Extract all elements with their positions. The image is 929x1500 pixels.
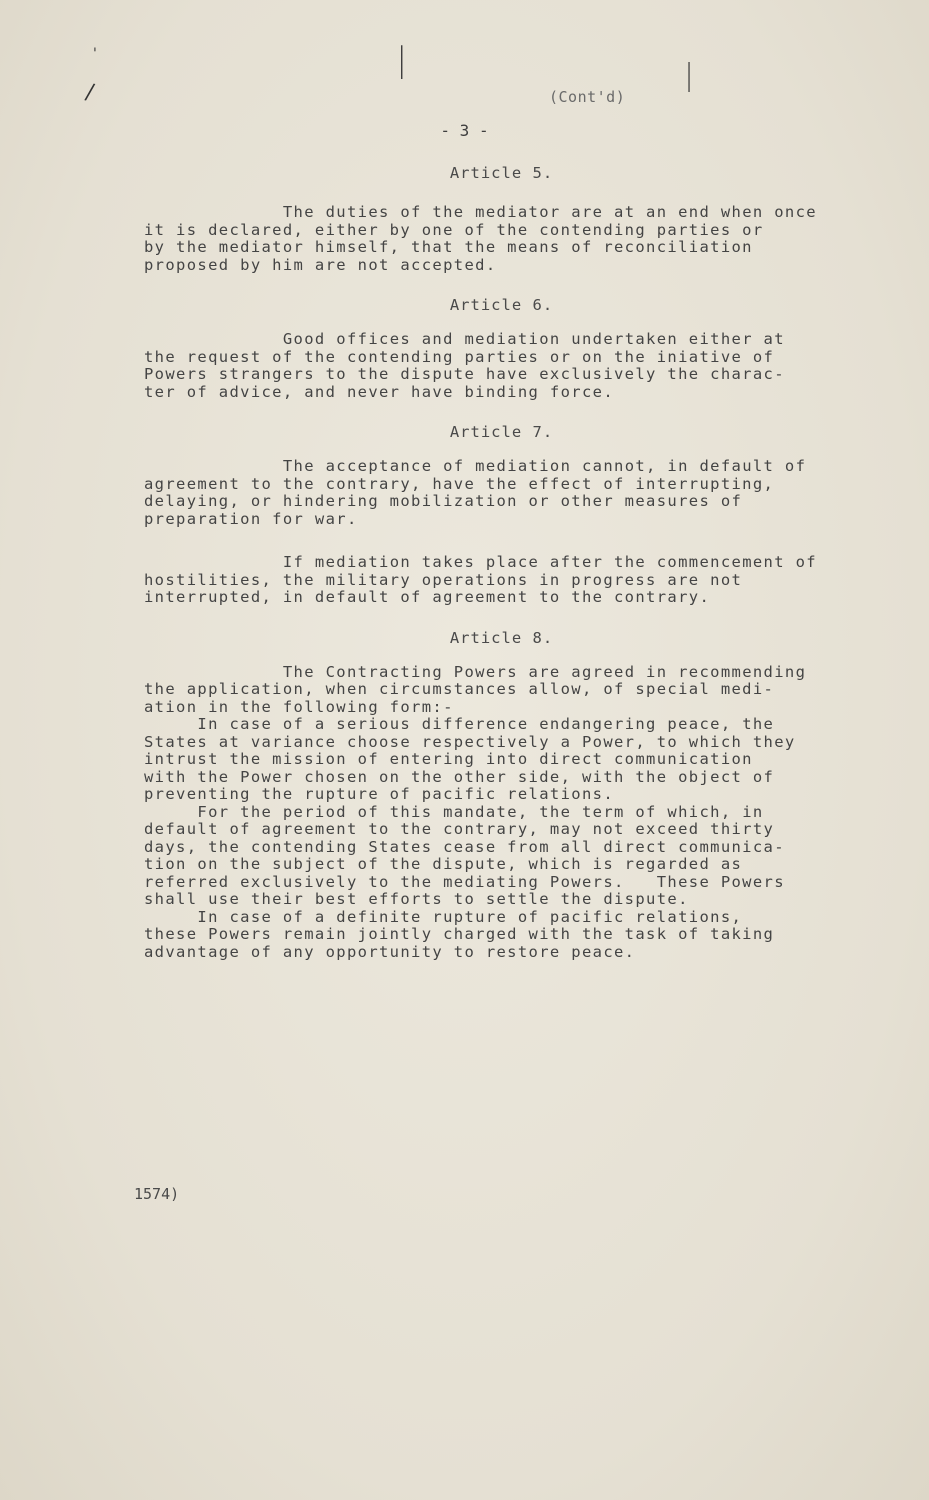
article-heading: Article 8. xyxy=(449,628,554,647)
article-paragraph: The duties of the mediator are at an end when once it is declared, either by one of the contending parties or by the mediator himself, that the means of reconciliation proposed by him are not accepted. xyxy=(144,203,817,274)
article-heading: Article 6. xyxy=(449,296,554,314)
page-number: - 3 - xyxy=(440,121,489,140)
handwritten-mark: | xyxy=(398,40,405,80)
article-paragraph: The Contracting Powers are agreed in recommending the application, when circumstances allow, of special medi- ation in the following form:- In case of a serious difference endangering peace, the States at variance choose respectively a Power, to which they intrust the mission of entering into direct communication with the Power chosen on the other side, with the object of preventing the rupture of pacific relations. For the period of this mandate, the term of which, in default of agreement to the contrary, may not exceed thirty days, the contending States cease from all direct communica- tion on the subject of the dispute, which is regarded as referred exclusively to the mediating Powers. These Powers shall use their best efforts to settle the dispute. In case of a definite rupture of pacific relations, these Powers remain jointly charged with the task of taking advantage of any opportunity to restore peace. xyxy=(144,662,807,961)
handwritten-mark: | xyxy=(686,58,692,93)
handwritten-mark: ' xyxy=(93,46,97,62)
handwritten-mark: / xyxy=(83,79,96,106)
document-body xyxy=(144,158,859,961)
article-heading: Article 5. xyxy=(449,164,554,182)
article-paragraph: If mediation takes place after the commencement of hostilities, the military operations in progress are not interrupted, in default of agreement to the contrary. xyxy=(144,553,817,606)
article-paragraph: The acceptance of mediation cannot, in default of agreement to the contrary, have the effect of interrupting, delaying, or hindering mobilization or other measures of preparation for war. xyxy=(144,457,807,528)
continued-label: (Cont'd) xyxy=(549,88,626,106)
document-code: 1574) xyxy=(134,1185,180,1203)
article-paragraph: Good offices and mediation undertaken either at the request of the contending parties or on the iniative of Powers strangers to the dispute have exclusively the charac- ter of advice, and never have binding force. xyxy=(144,330,785,401)
article-heading: Article 7. xyxy=(449,423,554,441)
